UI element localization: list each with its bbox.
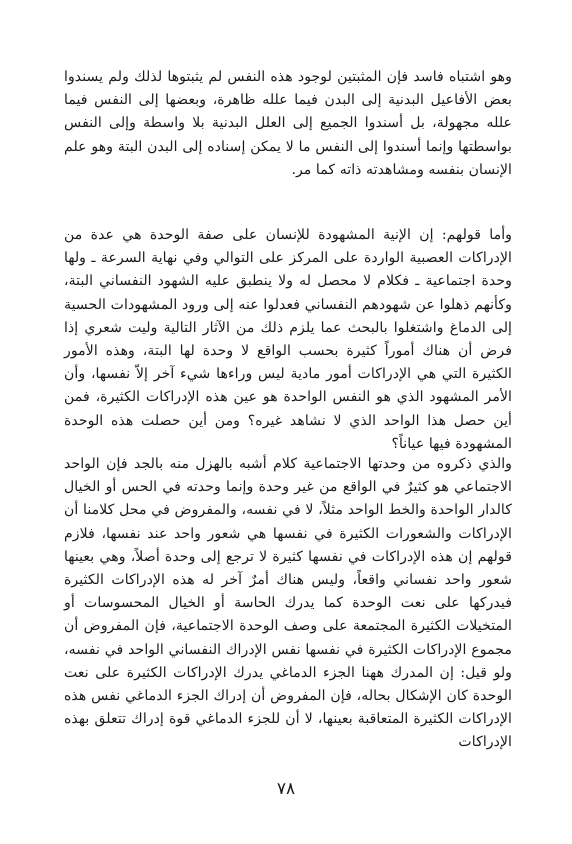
page-number: ٧٨: [276, 779, 296, 799]
paragraph-1: وهو اشتباه فاسد فإن المثبتين لوجود هذه النفس لم يثبتوها لذلك ولم يسندوا بعض الأفاعيل البدنية إلى البدن فيما علله ظاهرة، وبعضها إلى النفس فيما علله مجهولة، بل أسندوا الجميع إلى العلل البدنية بلا واسطة وإلى النفس بواسطتها وإنما أسندوا إلى النفس ما لا يمكن إسناده إلى البدن البتة وهو علم الإنسان بنفسه ومشاهدته ذاته كما مر.: [64, 69, 512, 178]
paragraph-3: والذي ذكروه من وحدتها الاجتماعية كلام أشبه بالهزل منه بالجد فإن الواحد الاجتماعي هو كثيرٌ في الواقع من غير وحدة وإنما وحدته في الحس أو الخيال كالدار الواحدة والخط الواحد مثلاً، لا في نفسه، والمفروض في محل كلامنا أن الإدراكات والشعورات الكثيرة في نفسها هي شعور واحد عند نفسها، فلازم قولهم إن هذه الإدراكات في نفسها كثيرة لا ترجع إلى وحدة أصلاً، وهي بعينها شعور واحد نفساني واقعاً، وليس هناك أمرٌ آخر له هذه الإدراكات الكثيرة فيدركها على نعت الوحدة كما يدرك الحاسة أو الخيال المحسوسات أو المتخيلات الكثيرة المجتمعة على وصف الوحدة الاجتماعية، فإن المفروض أن مجموع الإدراكات الكثيرة في نفسها نفس الإدراك النفساني الواحد في نفسه، ولو قيل: إن المدرك ههنا الجزء الدماغي يدرك الإدراكات الكثيرة على نعت الوحدة كان الإشكال بحاله، فإن المفروض أن إدراك الجزء الدماغي نفس هذه الإدراكات الكثيرة المتعاقبة بعينها، لا أن للجزء الدماغي قوة إدراك تتعلق بهذه الإدراكات: [64, 456, 512, 751]
paragraph-2: وأما قولهم: إن الإنية المشهودة للإنسان على صفة الوحدة هي عدة من الإدراكات العصبية الواردة على المركز على التوالي وفي نهاية السرعة ـ ولها وحدة اجتماعية ـ فكلام لا محصل له ولا ينطبق عليه الشهود النفساني البتة، وكأنهم ذهلوا عن شهودهم النفساني فعدلوا عنه إلى ورود المشهودات الحسية إلى الدماغ واشتغلوا بالبحث عما يلزم ذلك من الآثار التالية وليت شعري إذا فرض أن هناك أموراً كثيرة بحسب الواقع لا وحدة لها البتة، وهذه الأمور الكثيرة التي هي الإدراكات أمور مادية ليس وراءها شيء آخر إلاّ نفسها، وأن الأمر المشهود الذي هو النفس الواحدة هو عين هذه الإدراكات الكثيرة، فمن أين حصل هذا الواحد الذي لا نشاهد غيره؟ ومن أين حصلت هذه الوحدة المشهودة فيها عياناً؟: [64, 227, 512, 452]
